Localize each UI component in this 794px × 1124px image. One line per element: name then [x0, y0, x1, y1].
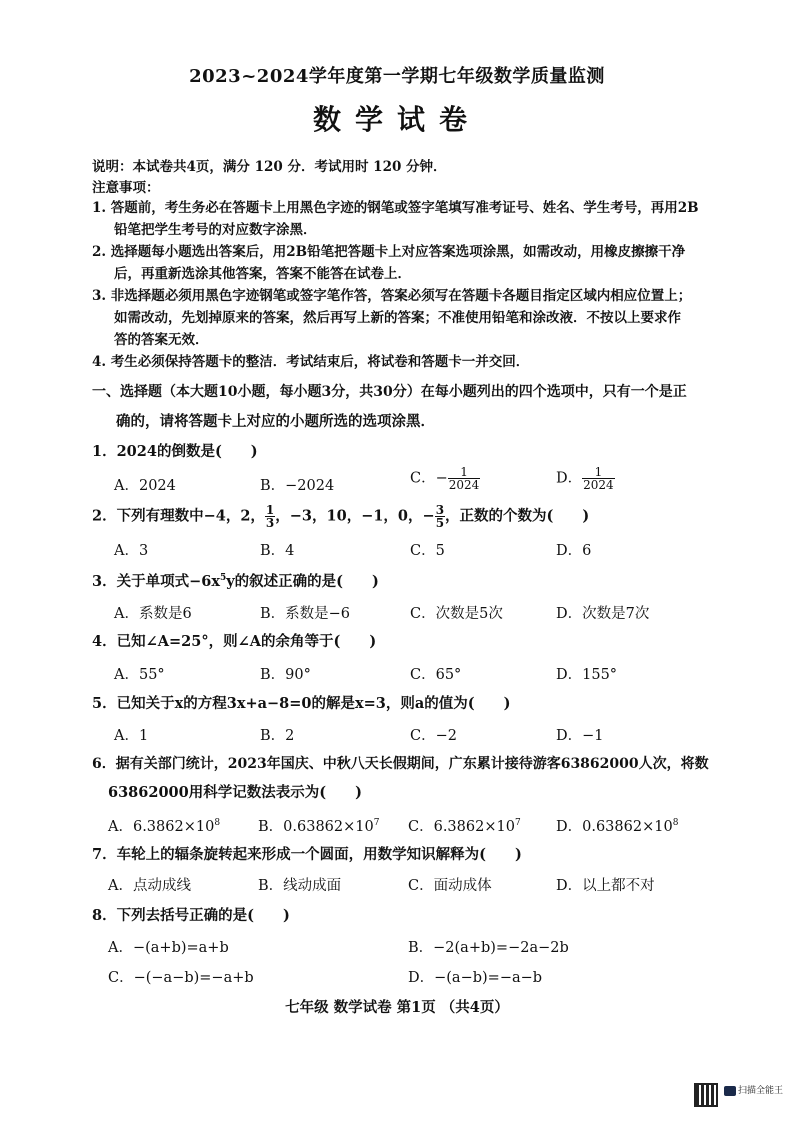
notice-item-2-cont: 后，再重新选涂其他答案，答案不能答在试卷上． [114, 266, 411, 282]
question-3-option-c: C．次数是5次 [410, 606, 503, 622]
section-heading-cont: 确的，请将答题卡上对应的小题所选的选项涂黑． [116, 413, 435, 430]
question-5-option-c: C．−2 [410, 728, 457, 744]
question-3-option-d: D．次数是7次 [556, 606, 650, 622]
fraction [265, 504, 275, 529]
question-5-stem: 5．已知关于x的方程3x+a−8=0的解是x=3，则a的值为( ) [92, 695, 511, 712]
scanner-watermark: 扫描全能王 [738, 1086, 784, 1096]
exam-title: 2023~2024学年度第一学期七年级数学质量监测 [189, 66, 605, 87]
notice-item-4: 4. 考生必须保持答题卡的整洁．考试结束后，将试卷和答题卡一并交回． [92, 354, 530, 370]
exponent: 7 [373, 818, 380, 829]
question-6-option-d [556, 815, 678, 836]
page-footer: 七年级 数学试卷 第1页 （共4页） [285, 999, 509, 1016]
notice-item-3-cont2: 答的答案无效． [114, 332, 209, 348]
question-6-option-a [108, 815, 220, 836]
notice-item-1: 1. 答题前，考生务必在答题卡上用黑色字迹的钢笔或签字笔填写准考证号、姓名、学生考号，再用2B [92, 200, 699, 216]
question-1-stem: 1．2024的倒数是( ) [92, 443, 258, 460]
exponent: 8 [672, 818, 679, 829]
question-2-option-d: D．6 [556, 543, 592, 559]
question-8-option-c: C．−(−a−b)=−a+b [108, 970, 254, 986]
fraction-numerator: 1 [265, 503, 275, 517]
question-2-stem [92, 504, 589, 529]
question-4-option-b: B．90° [260, 667, 311, 683]
question-8-stem: 8．下列去括号正确的是( ) [92, 907, 290, 924]
option-base: A．6.3862×10 [108, 819, 215, 835]
fraction [435, 504, 445, 529]
question-7-option-d: D．以上都不对 [556, 878, 655, 894]
stem-part: 3．关于单项式−6x [92, 573, 220, 590]
exponent: 8 [214, 818, 221, 829]
fraction-denominator: 2024 [583, 478, 614, 492]
fraction-denominator: 5 [435, 516, 445, 530]
section-heading: 一、选择题（本大题10小题，每小题3分，共30分）在每小题列出的四个选项中，只有一个是正 [92, 384, 687, 400]
notice-title: 注意事项： [92, 180, 160, 196]
question-1-option-c [410, 466, 480, 491]
question-1-option-d [556, 466, 615, 491]
notice-item-2: 2. 选择题每小题选出答案后，用2B铅笔把答题卡上对应答案选项涂黑，如需改动，用橡皮擦擦干净 [92, 244, 686, 260]
fraction-denominator: 3 [265, 516, 275, 530]
question-5-option-b: B．2 [260, 728, 295, 744]
fraction [582, 466, 615, 491]
question-6-stem-cont: 63862000用科学记数法表示为( ) [108, 784, 362, 801]
notice-item-3-cont: 如需改动，先划掉原来的答案，然后再写上新的答案；不准使用铅笔和涂改液．不按以上要求作 [114, 310, 681, 326]
option-base: B．0.63862×10 [258, 819, 374, 835]
fraction [448, 466, 481, 491]
fraction-numerator: 1 [594, 465, 603, 479]
question-3-option-a: A．系数是6 [114, 606, 192, 622]
fraction-numerator: 1 [460, 465, 468, 479]
question-4-stem: 4．已知∠A=25°，则∠A的余角等于( ) [92, 633, 377, 650]
stem-part: y的叙述正确的是( ) [226, 573, 379, 590]
instructions-intro: 说明：本试卷共4页，满分 120 分．考试用时 120 分钟． [92, 159, 447, 175]
question-4-option-c: C．65° [410, 667, 462, 683]
scanner-logo-icon [724, 1086, 736, 1096]
notice-item-3: 3. 非选择题必须用黑色字迹钢笔或签字笔作答，答案必须写在答题卡各题目指定区域内相应位置上； [92, 288, 692, 304]
option-c-prefix: C．− [410, 470, 448, 487]
question-3-stem [92, 570, 379, 591]
question-7-option-b: B．线动成面 [258, 878, 342, 894]
question-6-option-b [258, 815, 379, 836]
option-base: C．6.3862×10 [408, 819, 515, 835]
question-1-option-a: A．2024 [114, 478, 176, 494]
fraction-denominator: 2024 [448, 478, 480, 492]
exponent: 5 [219, 573, 227, 584]
notice-item-1-cont: 铅笔把学生考号的对应数字涂黑． [114, 222, 317, 238]
question-6-option-c [408, 815, 521, 836]
question-7-option-a: A．点动成线 [108, 878, 191, 894]
question-8-option-d: D．−(a−b)=−a−b [408, 970, 543, 986]
question-4-option-a: A．55° [114, 667, 165, 683]
question-5-option-d: D．−1 [556, 728, 604, 744]
option-base: D．0.63862×10 [556, 819, 673, 835]
question-3-option-b: B．系数是−6 [260, 606, 351, 622]
question-5-option-a: A．1 [114, 728, 149, 744]
exponent: 7 [514, 818, 521, 829]
question-2-option-b: B．4 [260, 543, 295, 559]
stem-part: ，正数的个数为( ) [445, 507, 590, 525]
question-2-option-c: C．5 [410, 543, 445, 559]
question-7-stem: 7．车轮上的辐条旋转起来形成一个圆面，用数学知识解释为( ) [92, 846, 522, 863]
question-7-option-c: C．面动成体 [408, 878, 492, 894]
question-8-option-a: A．−(a+b)=a+b [108, 940, 229, 956]
question-2-option-a: A．3 [114, 543, 149, 559]
stem-part: ，−3，10，−1，0，− [275, 507, 435, 525]
question-6-stem: 6．据有关部门统计，2023年国庆、中秋八天长假期间，广东累计接待游客63862000人次，将数 [92, 756, 709, 772]
qr-code-icon [694, 1083, 718, 1107]
question-4-option-d: D．155° [556, 667, 618, 683]
stem-part: 2．下列有理数中−4，2， [92, 507, 265, 525]
question-1-option-b: B．−2024 [260, 478, 335, 494]
exam-subtitle: 数学试卷 [312, 103, 481, 136]
fraction-numerator: 3 [435, 503, 445, 517]
option-d-prefix: D． [556, 470, 583, 487]
question-8-option-b: B．−2(a+b)=−2a−2b [408, 940, 569, 956]
